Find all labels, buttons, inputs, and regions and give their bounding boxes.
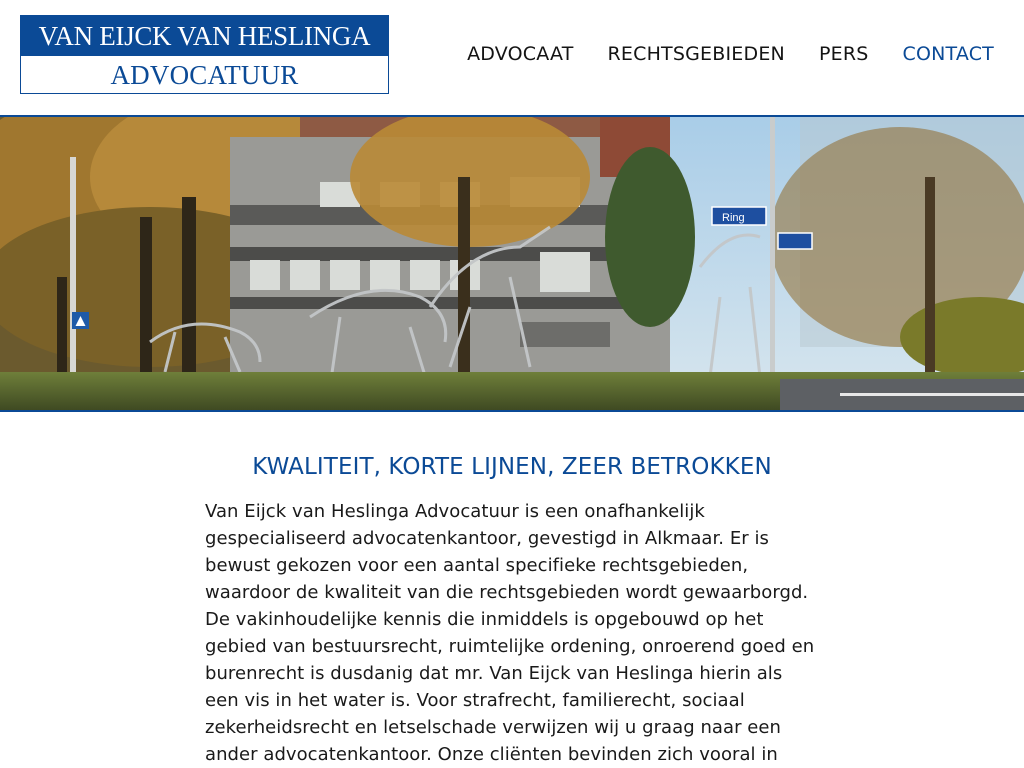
nav-item-advocaat[interactable]: ADVOCAAT xyxy=(467,43,574,65)
hero-banner xyxy=(0,115,1024,412)
page-heading: KWALITEIT, KORTE LIJNEN, ZEER BETROKKEN xyxy=(252,454,772,480)
nav-item-rechtsgebieden[interactable]: RECHTSGEBIEDEN xyxy=(607,43,785,65)
nav-item-pers[interactable]: PERS xyxy=(818,43,869,65)
nav-item-contact[interactable]: CONTACT xyxy=(902,43,994,65)
site-header xyxy=(0,0,1024,115)
main-nav xyxy=(433,40,994,68)
ring-sign-label: Ring xyxy=(722,212,745,224)
main-content xyxy=(205,450,819,768)
hero-photo xyxy=(0,117,1024,410)
logo-line-2: ADVOCATUUR xyxy=(110,60,299,90)
site-logo[interactable] xyxy=(20,15,389,94)
logo-line-1: VAN EIJCK VAN HESLINGA xyxy=(21,16,388,56)
intro-paragraph: Van Eijck van Heslinga Advocatuur is een onafhankelijk gespecialiseerd advocatenkantoor, gevestigd in Alkmaar. Er is bewust gekozen voor een aantal specifieke rechtsgebieden, waardoor de kwaliteit van die rechtsgebieden wordt gewaarborgd. De vakinhoudelijke kennis die inmiddels is opgebouwd op het gebied van bestuursrecht, ruimtelijke ordening, onroerend goed en burenrecht is dusdanig dat mr. Van Eijck van Heslinga hierin als een vis in het water is. Voor strafrecht, familierecht, sociaal zekerheidsrecht en letselschade verwijzen wij u graag naar een ander advocatenkantoor. Onze cliënten bevinden zich vooral in xyxy=(205,501,815,765)
